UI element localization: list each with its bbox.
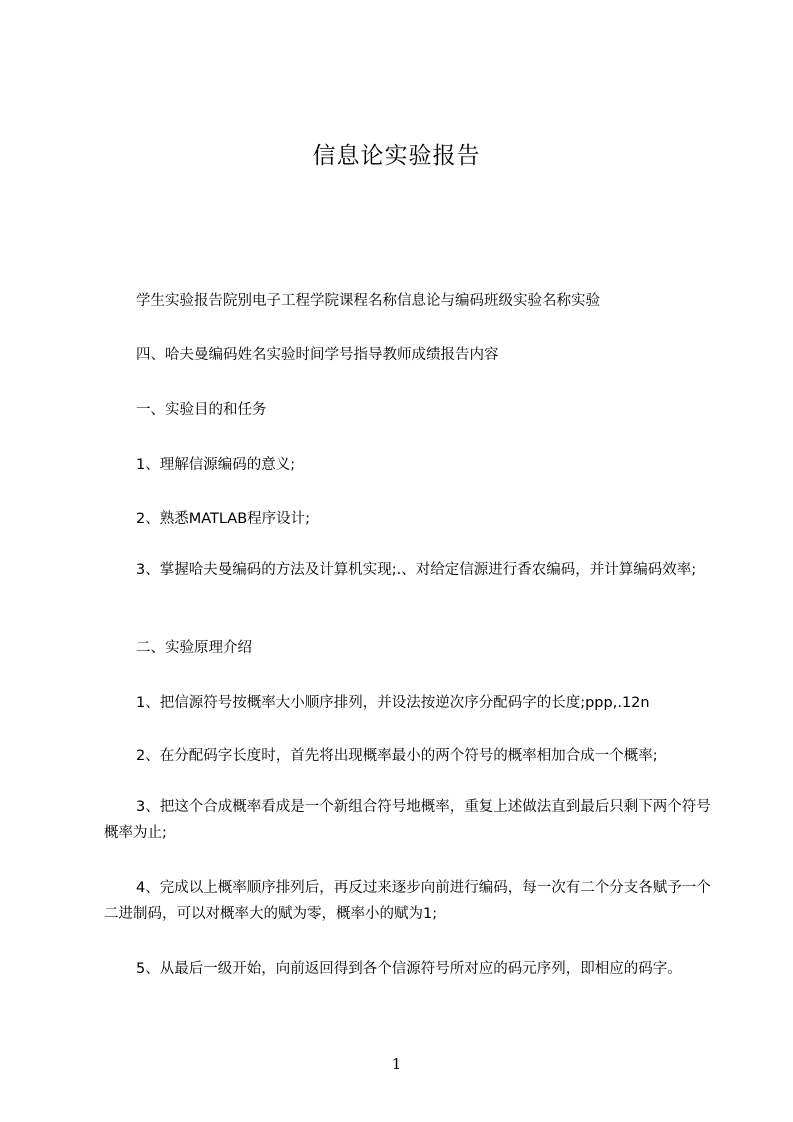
section-heading-principles: 二、实验原理介绍 <box>136 640 252 656</box>
section-heading-objectives: 一、实验目的和任务 <box>136 402 267 418</box>
principle-item-2: 2、在分配码字长度时，首先将出现概率最小的两个符号的概率相加合成一个概率; <box>136 748 658 764</box>
principle-item-4: 4、完成以上概率顺序排列后，再反过来逐步向前进行编码，每一次有二个分支各赋予一个二进制码，可以对概率大的赋为零，概率小的赋为1; <box>104 880 711 922</box>
principle-item-3: 3、把这个合成概率看成是一个新组合符号地概率，重复上述做法直到最后只剩下两个符号概率为止; <box>104 799 711 841</box>
objective-item-2: 2、熟悉MATLAB程序设计; <box>136 511 311 527</box>
objective-item-1: 1、理解信源编码的意义; <box>136 457 296 473</box>
principle-item-1: 1、把信源符号按概率大小顺序排列，并设法按逆次序分配码字的长度;ppp,.12n <box>136 695 650 711</box>
principle-item-5: 5、从最后一级开始，向前返回得到各个信源符号所对应的码元序列，即相应的码字。 <box>136 961 682 977</box>
document-title: 信息论实验报告 <box>312 143 481 169</box>
page-number: 1 <box>391 1055 402 1073</box>
paragraph-header-line-1: 学生实验报告院别电子工程学院课程名称信息论与编码班级实验名称实验 <box>136 293 600 309</box>
objective-item-3: 3、掌握哈夫曼编码的方法及计算机实现;.、对给定信源进行香农编码，并计算编码效率; <box>136 562 697 578</box>
paragraph-header-line-2: 四、哈夫曼编码姓名实验时间学号指导教师成绩报告内容 <box>136 347 499 363</box>
